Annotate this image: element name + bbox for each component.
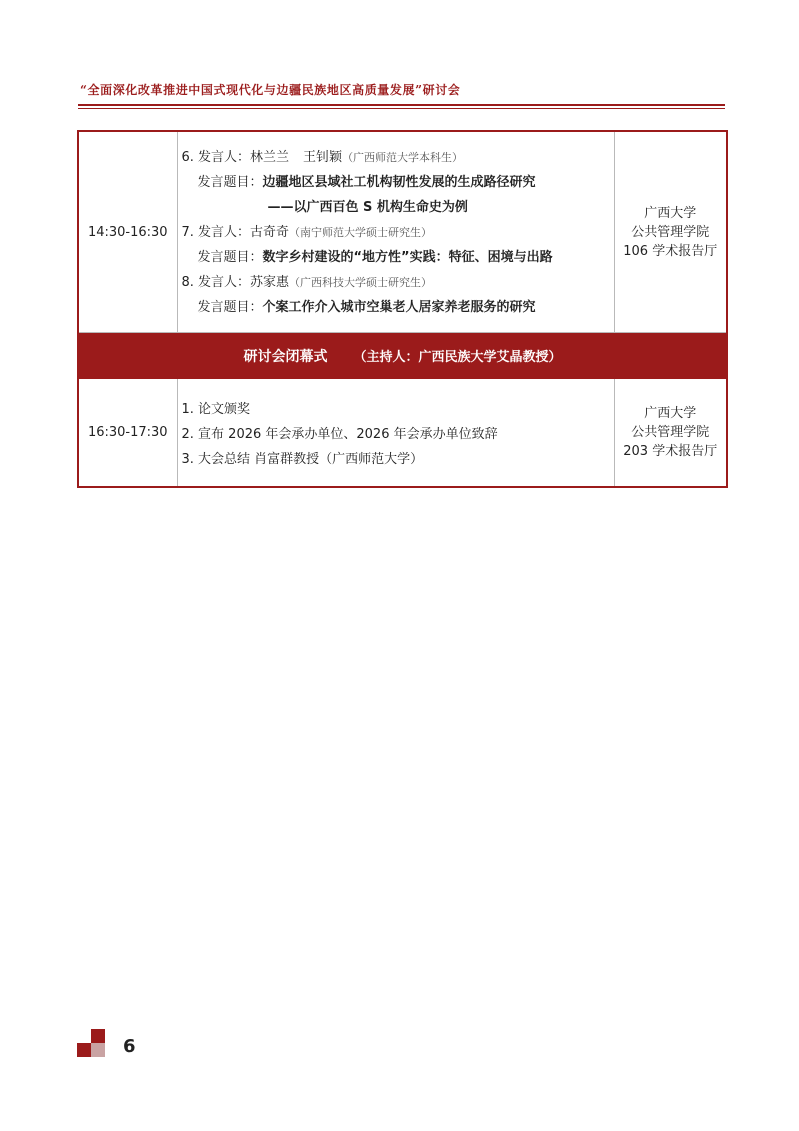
speaker-label: 7. 发言人：古奇奇 <box>181 225 290 240</box>
topic-title: 个案工作介入城市空巢老人居家养老服务的研究 <box>262 300 536 315</box>
session-content <box>177 379 614 488</box>
topic-label: 发言题目： <box>197 250 263 265</box>
speaker-affiliation: （广西师范大学本科生） <box>342 151 464 164</box>
header-rule-thin <box>78 108 725 109</box>
topic-line <box>182 170 614 195</box>
banner-host: （主持人：广西民族大学艾晶教授） <box>353 349 562 365</box>
session-content <box>177 131 614 333</box>
session-venue <box>614 379 727 488</box>
topic-title: 数字乡村建设的“地方性”实践：特征、困境与出路 <box>262 250 553 265</box>
document-header-title: “全面深化改革推进中国式现代化与边疆民族地区高质量发展”研讨会 <box>80 83 461 97</box>
topic-label: 发言题目： <box>197 175 263 190</box>
speaker-name: 王钊颖 <box>303 150 343 165</box>
agenda-item: 1. 论文颁奖 <box>181 402 251 417</box>
venue-line: 广西大学 <box>644 406 697 421</box>
venue-line: 公共管理学院 <box>631 224 710 240</box>
agenda-item: 2. 宣布 2026 年会承办单位、2026 年会承办单位致辞 <box>181 427 498 442</box>
session-venue <box>614 131 727 333</box>
speaker-line <box>182 220 614 245</box>
speaker-line <box>182 145 614 170</box>
topic-line <box>182 245 614 270</box>
speaker-label: 8. 发言人：苏家惠 <box>181 275 290 290</box>
session-time: 16:30-17:30 <box>78 379 177 488</box>
banner-title: 研讨会闭幕式 <box>243 348 328 365</box>
agenda-item: 3. 大会总结 肖富群教授（广西师范大学） <box>181 452 424 467</box>
closing-ceremony-banner <box>78 333 727 379</box>
table-row <box>78 131 727 333</box>
topic-subtitle: ——以广西百色 S 机构生命史为例 <box>267 200 468 215</box>
page-logo-icon <box>77 1029 107 1059</box>
speaker-affiliation: （南宁师范大学硕士研究生） <box>289 226 433 239</box>
page-number: 6 <box>123 1036 136 1057</box>
schedule-table <box>77 130 728 488</box>
venue-line: 106 学术报告厅 <box>623 243 718 259</box>
venue-line: 公共管理学院 <box>631 425 710 440</box>
venue-line: 广西大学 <box>644 205 697 221</box>
topic-line <box>182 295 614 320</box>
topic-label: 发言题目： <box>197 300 263 315</box>
speaker-affiliation: （广西科技大学硕士研究生） <box>289 276 433 289</box>
session-time: 14:30-16:30 <box>78 131 177 333</box>
topic-title: 边疆地区县域社工机构韧性发展的生成路径研究 <box>262 175 536 190</box>
speaker-line <box>182 270 614 295</box>
venue-line: 203 学术报告厅 <box>623 444 718 459</box>
header-rule-thick <box>78 104 725 106</box>
table-row <box>78 379 727 488</box>
speaker-label: 6. 发言人：林兰兰 <box>181 150 290 165</box>
